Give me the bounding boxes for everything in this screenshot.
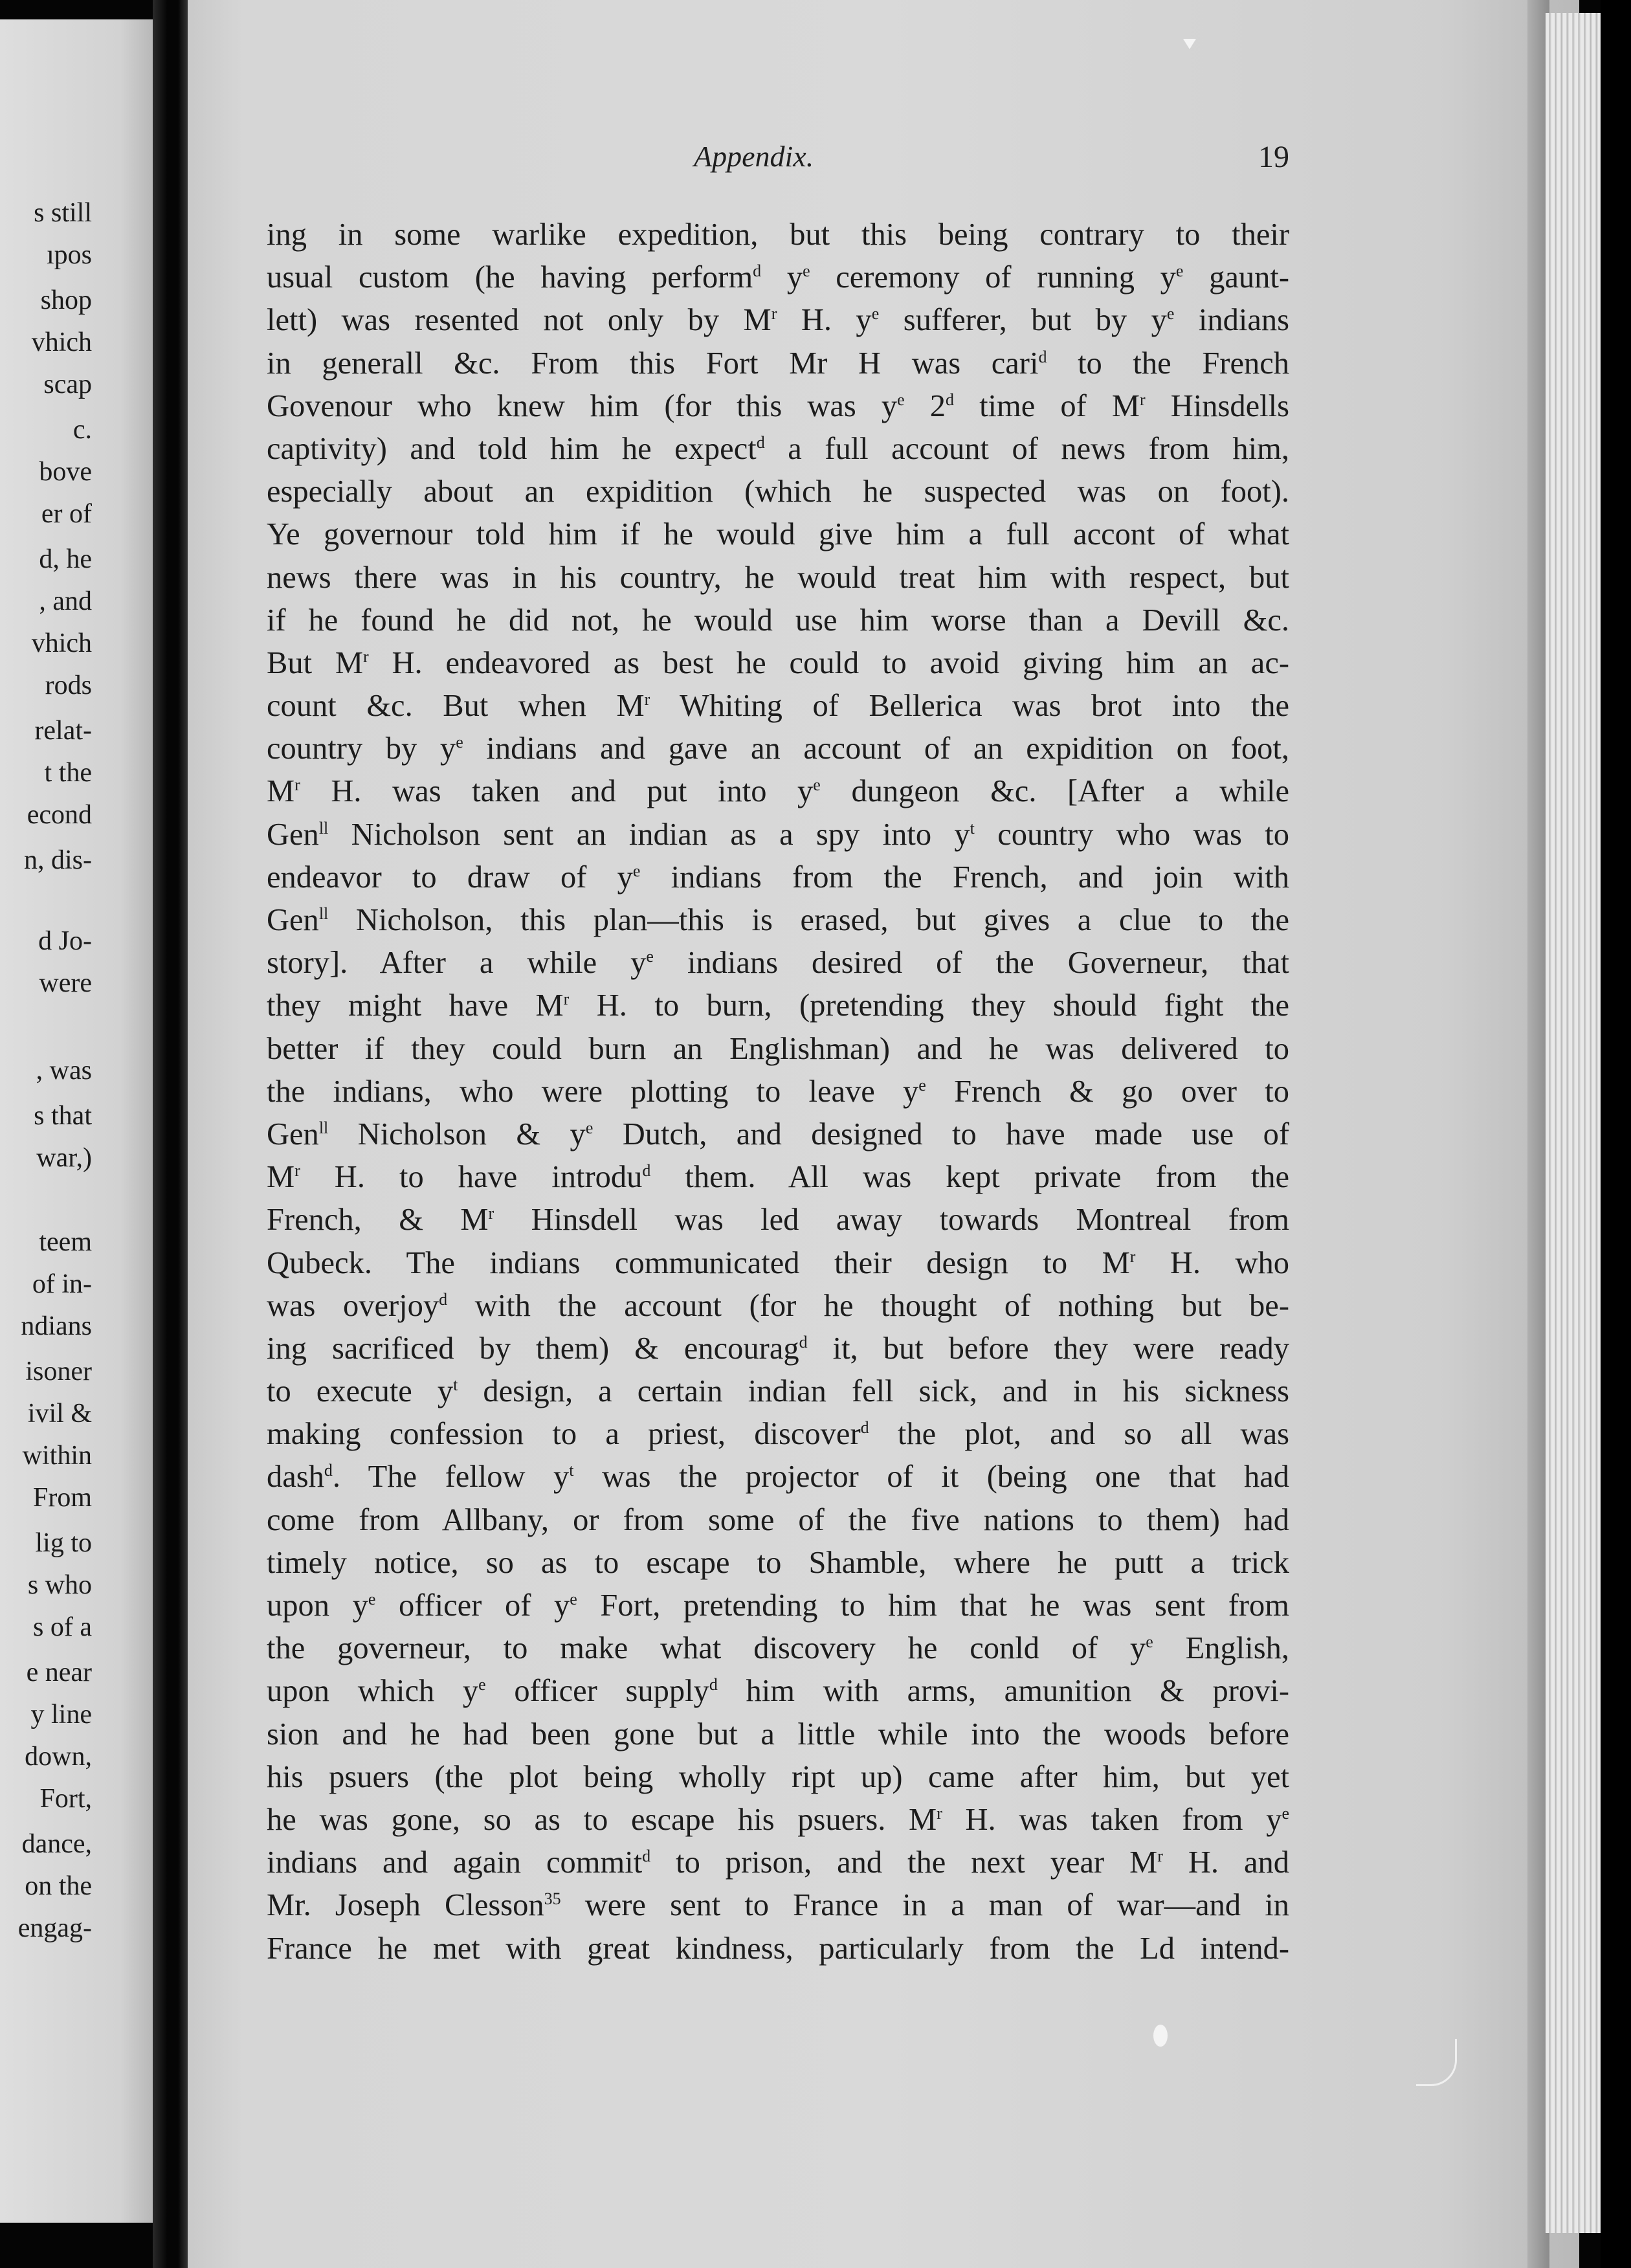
text-line: [267, 942, 1289, 984]
facing-page-fragment: bove: [39, 457, 92, 487]
running-title: Appendix.: [694, 140, 814, 173]
text-run: English,: [1153, 1631, 1289, 1666]
text-line: [267, 1627, 1289, 1670]
facing-page-fragment: e near: [26, 1658, 92, 1687]
text-run: dungeon &c. [After a while: [820, 774, 1289, 809]
text-line: [267, 1156, 1289, 1199]
text-run: if he found he did not, he would use him worse than a Devill &c.: [267, 603, 1289, 638]
text-run: Nicholson sent an indian as a spy into y: [328, 817, 970, 852]
text-line: [267, 1071, 1289, 1113]
superscript: r: [294, 1161, 300, 1180]
facing-page-fragment: isoner: [25, 1357, 92, 1386]
text-run: endeavor to draw of y: [267, 860, 633, 895]
text-run: French & go over to: [926, 1074, 1289, 1109]
superscript: d: [799, 1332, 808, 1351]
text-run: design, a certain indian fell sick, and in his sickness: [458, 1374, 1289, 1409]
text-run: Whiting of Bellerica was brot into the: [650, 689, 1289, 724]
text-run: news there was in his country, he would treat him with respect, but: [267, 560, 1289, 595]
text-run: making confession to a priest, discover: [267, 1417, 861, 1452]
superscript: r: [1129, 1247, 1136, 1266]
text-line: [267, 1670, 1289, 1713]
text-line: [267, 299, 1289, 342]
text-run: ing sacrificed by them) & encourag: [267, 1331, 799, 1366]
superscript: r: [937, 1803, 942, 1823]
superscript: e: [1166, 304, 1175, 324]
superscript: r: [563, 990, 570, 1009]
text-run: to the French: [1047, 346, 1289, 381]
text-line: [267, 1499, 1289, 1542]
superscript: e: [456, 733, 463, 752]
text-line: [267, 342, 1289, 385]
facing-page-fragment: Fort,: [39, 1784, 92, 1814]
text-line: [267, 1413, 1289, 1456]
superscript: d: [1038, 347, 1047, 366]
superscript: r: [1157, 1846, 1163, 1865]
text-line: [267, 1199, 1289, 1241]
text-run: come from Allbany, or from some of the five nations to them) had: [267, 1502, 1289, 1537]
text-run: him with arms, amunition & provi-: [717, 1674, 1289, 1709]
text-run: indians: [1174, 303, 1289, 338]
facing-page-fragment: y line: [30, 1700, 92, 1729]
text-line: [267, 428, 1289, 471]
superscript: 35: [544, 1889, 561, 1909]
facing-page-fragment: , and: [39, 586, 92, 616]
superscript: t: [970, 818, 975, 838]
facing-page-fragment: down,: [25, 1742, 92, 1772]
facing-page-fragment: shop: [40, 285, 92, 315]
text-run: 2: [904, 388, 946, 423]
superscript: d: [642, 1846, 651, 1865]
facing-page-fragment: of in-: [32, 1269, 92, 1299]
superscript: d: [860, 1418, 869, 1438]
text-run: especially about an expidition (which he suspected was on foot).: [267, 474, 1289, 509]
text-run: Gen: [267, 1117, 319, 1151]
text-run: with the account (for he thought of nothing but be-: [447, 1288, 1289, 1323]
text-run: country by y: [267, 731, 456, 766]
superscript: e: [646, 947, 654, 966]
text-run: Qubeck. The indians communicated their design to M: [267, 1245, 1130, 1280]
superscript: t: [453, 1375, 458, 1394]
text-line: [267, 1370, 1289, 1413]
text-run: ceremony of running y: [810, 260, 1176, 295]
page-stack-edges: [1546, 13, 1601, 2233]
superscript: d: [709, 1675, 718, 1695]
superscript: d: [439, 1289, 448, 1309]
text-run: indians from the French, and join with: [640, 860, 1289, 895]
text-run: usual custom (he having perform: [267, 260, 753, 295]
text-line: [267, 1328, 1289, 1370]
superscript: e: [1146, 1632, 1153, 1652]
superscript: e: [570, 1589, 577, 1608]
text-run: to execute y: [267, 1374, 454, 1409]
facing-page-fragment: were: [39, 968, 92, 998]
text-run: his psuers (the plot being wholly ript up) came after him, but yet: [267, 1759, 1289, 1794]
text-run: story]. After a while y: [267, 946, 647, 981]
text-run: Dutch, and designed to have made use of: [593, 1117, 1289, 1151]
superscript: r: [644, 689, 650, 709]
page-number: 19: [1258, 140, 1289, 174]
facing-page-fragment: rods: [45, 671, 92, 700]
text-line: [267, 1542, 1289, 1584]
text-run: in generall &c. From this Fort Mr H was cari: [267, 346, 1039, 381]
superscript: e: [871, 304, 880, 324]
superscript: r: [1140, 390, 1146, 409]
superscript: e: [1282, 1803, 1289, 1823]
text-line: [267, 856, 1289, 899]
facing-page-fragment: within: [22, 1441, 92, 1471]
text-line: [267, 814, 1289, 856]
text-run: France he met with great kindness, particularly from the Ld intend-: [267, 1931, 1289, 1966]
superscript: ll: [318, 1118, 329, 1137]
text-line: [267, 1028, 1289, 1071]
text-run: H. was taken and put into y: [300, 774, 814, 809]
text-run: H. endeavored as best he could to avoid giving him an ac-: [368, 645, 1289, 680]
superscript: t: [569, 1461, 574, 1480]
text-line: [267, 770, 1289, 813]
scan-smudge: [1153, 2025, 1168, 2047]
superscript: r: [363, 647, 369, 666]
text-line: [267, 984, 1289, 1027]
text-run: count &c. But when M: [267, 689, 645, 724]
text-run: Hinsdells: [1145, 388, 1289, 423]
text-run: Hinsdell was led away towards Montreal from: [494, 1203, 1289, 1238]
facing-page-fragment: From: [32, 1483, 92, 1513]
facing-page-fragment: s that: [34, 1101, 92, 1131]
text-line: [267, 899, 1289, 942]
facing-page-fragment: econd: [27, 800, 92, 830]
facing-page-fragment: s who: [27, 1570, 92, 1600]
text-run: were sent to France in a man of war—and in: [560, 1888, 1289, 1923]
text-run: was the projector of it (being one that had: [573, 1460, 1289, 1495]
text-run: H. who: [1135, 1245, 1289, 1280]
book-gutter: [153, 0, 189, 2268]
text-line: [267, 1799, 1289, 1841]
text-run: was overjoy: [267, 1288, 439, 1323]
text-run: lett) was resented not only by M: [267, 303, 771, 338]
text-run: Gen: [267, 817, 319, 852]
body-text: [267, 214, 1289, 1970]
facing-page-fragment: ndians: [21, 1311, 92, 1341]
superscript: r: [488, 1204, 494, 1223]
text-run: Nicholson, this plan—this is erased, but gives a clue to the: [328, 903, 1289, 937]
text-line: [267, 471, 1289, 513]
superscript: e: [1175, 261, 1184, 281]
text-run: he was gone, so as to escape his psuers. M: [267, 1802, 937, 1837]
facing-page-fragment: teem: [39, 1227, 92, 1257]
text-run: M: [267, 774, 295, 809]
superscript: d: [756, 432, 765, 452]
superscript: d: [753, 261, 762, 281]
facing-page-fragment: n, dis-: [24, 845, 92, 875]
superscript: e: [918, 1075, 926, 1095]
text-line: [267, 1242, 1289, 1285]
text-run: y: [761, 260, 803, 295]
superscript: ll: [318, 818, 329, 838]
text-run: sufferer, but by y: [879, 303, 1167, 338]
text-line: [267, 599, 1289, 642]
facing-page-fragment: d, he: [39, 544, 92, 574]
running-head: [267, 139, 1289, 184]
text-run: better if they could burn an Englishman) and he was delivered to: [267, 1031, 1289, 1066]
superscript: e: [803, 261, 810, 281]
text-run: captivity) and told him he expect: [267, 431, 757, 466]
superscript: e: [813, 775, 821, 795]
text-run: it, but before they were ready: [807, 1331, 1289, 1366]
text-run: French, & M: [267, 1203, 489, 1238]
text-run: But M: [267, 645, 364, 680]
text-line: [267, 685, 1289, 728]
text-run: indians and gave an account of an expidition on foot,: [463, 731, 1289, 766]
facing-page-fragment: , was: [36, 1056, 92, 1085]
text-run: officer supply: [485, 1674, 709, 1709]
text-run: timely notice, so as to escape to Shamble, where he putt a trick: [267, 1545, 1289, 1580]
facing-page-fragment: s of a: [33, 1612, 92, 1642]
text-run: country who was to: [974, 817, 1289, 852]
superscript: r: [771, 304, 777, 324]
text-run: H. and: [1162, 1845, 1289, 1880]
text-line: [267, 728, 1289, 770]
superscript: ll: [318, 904, 329, 923]
text-run: the indians, who were plotting to leave y: [267, 1074, 919, 1109]
text-run: Fort, pretending to him that he was sent from: [577, 1588, 1289, 1623]
facing-page-fragment: war,): [36, 1143, 92, 1173]
text-run: gaunt-: [1183, 260, 1289, 295]
text-line: [267, 214, 1289, 256]
text-run: Ye governour told him if he would give him a full accont of what: [267, 517, 1289, 552]
text-line: [267, 385, 1289, 428]
text-run: indians and again commit: [267, 1845, 643, 1880]
superscript: d: [642, 1161, 651, 1180]
text-run: Mr. Joseph Clesson: [267, 1888, 544, 1923]
text-line: [267, 1928, 1289, 1970]
text-run: Govenour who knew him (for this was y: [267, 388, 898, 423]
text-run: dash: [267, 1460, 324, 1495]
text-line: [267, 1113, 1289, 1156]
text-line: [267, 642, 1289, 685]
superscript: e: [478, 1675, 486, 1695]
text-run: H. to burn, (pretending they should fight the: [569, 988, 1289, 1023]
text-line: [267, 1456, 1289, 1498]
text-run: they might have M: [267, 988, 564, 1023]
facing-page-fragment: er of: [41, 499, 92, 529]
text-run: Nicholson & y: [328, 1117, 586, 1151]
text-run: upon which y: [267, 1674, 479, 1709]
text-run: ing in some warlike expedition, but this being contrary to their: [267, 217, 1289, 252]
text-run: H. to have introdu: [300, 1160, 643, 1195]
facing-page-fragment: ıpos: [46, 240, 92, 270]
text-run: officer of y: [375, 1588, 570, 1623]
scan-mark-top: [1183, 39, 1196, 49]
superscript: d: [324, 1461, 333, 1480]
facing-page-fragment: lig to: [35, 1528, 92, 1558]
superscript: e: [632, 861, 641, 880]
superscript: e: [897, 390, 905, 409]
text-line: [267, 1285, 1289, 1328]
text-run: to prison, and the next year M: [650, 1845, 1158, 1880]
text-line: [267, 1884, 1289, 1927]
text-run: indians desired of the Governeur, that: [653, 946, 1289, 981]
text-run: M: [267, 1160, 295, 1195]
text-run: the governeur, to make what discovery he conld of y: [267, 1631, 1146, 1666]
text-line: [267, 557, 1289, 599]
text-run: Gen: [267, 903, 319, 937]
facing-page-fragment: relat-: [34, 716, 92, 746]
text-line: [267, 256, 1289, 299]
facing-page-fragment: d Jo-: [38, 926, 92, 956]
superscript: d: [945, 390, 954, 409]
superscript: r: [294, 775, 300, 795]
facing-page-fragment: scap: [43, 370, 92, 399]
text-run: them. All was kept private from the: [650, 1160, 1289, 1195]
text-line: [267, 1713, 1289, 1756]
text-line: [267, 1841, 1289, 1884]
text-run: the plot, and so all was: [869, 1417, 1289, 1452]
facing-page-fragment: ivil &: [27, 1399, 92, 1429]
facing-page-fragment: engag-: [17, 1913, 92, 1943]
facing-page-fragment: s still: [34, 198, 92, 228]
facing-page-fragment: on the: [25, 1871, 92, 1901]
scan-border-right: [1601, 0, 1631, 2268]
text-line: [267, 1756, 1289, 1799]
facing-page-fragment: dance,: [21, 1829, 92, 1859]
text-run: H. y: [777, 303, 872, 338]
superscript: e: [368, 1589, 376, 1608]
facing-page-text-fragments: [0, 0, 92, 2268]
facing-page-fragment: c.: [72, 415, 92, 445]
text-line: [267, 513, 1289, 556]
text-line: [267, 1584, 1289, 1627]
facing-page-fragment: vhich: [31, 328, 92, 357]
text-run: sion and he had been gone but a little while into the woods before: [267, 1717, 1289, 1751]
text-run: . The fellow y: [332, 1460, 570, 1495]
superscript: e: [585, 1118, 594, 1137]
facing-page-fragment: t the: [44, 758, 92, 788]
text-run: upon y: [267, 1588, 368, 1623]
text-run: a full account of news from him,: [764, 431, 1289, 466]
text-run: time of M: [953, 388, 1140, 423]
facing-page-fragment: vhich: [31, 628, 92, 658]
text-run: H. was taken from y: [942, 1802, 1282, 1837]
